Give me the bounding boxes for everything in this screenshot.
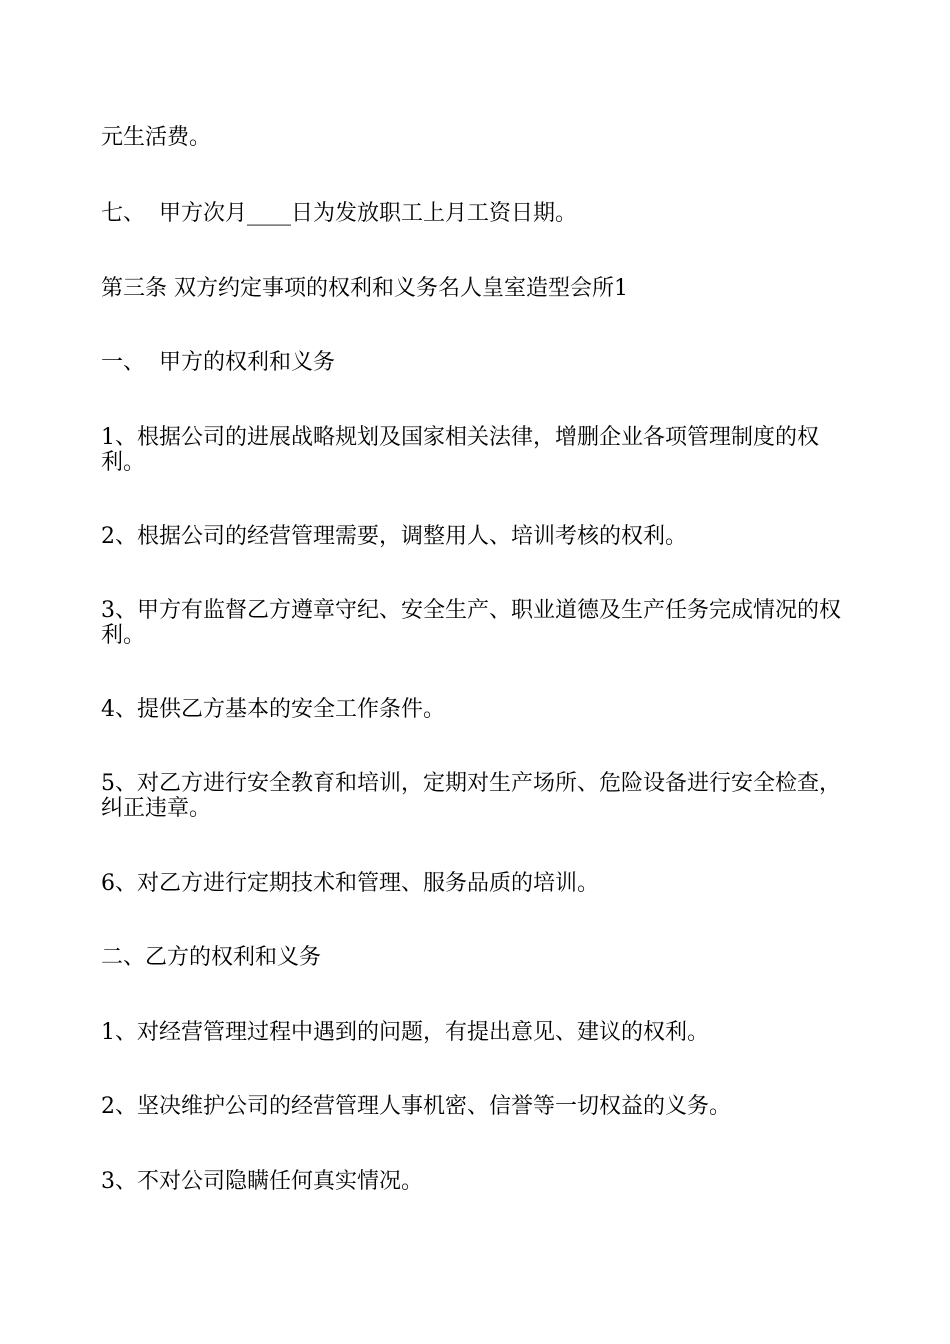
paragraph-b-2: 2、坚决维护公司的经营管理人事机密、信誉等一切权益的义务。 xyxy=(101,1094,731,1119)
paragraph-a-2: 2、根据公司的经营管理需要，调整用人、培训考核的权利。 xyxy=(101,524,687,549)
paragraph-a-4: 4、提供乙方基本的安全工作条件。 xyxy=(101,697,445,722)
subheading-party-b-rights: 二、乙方的权利和义务 xyxy=(101,945,322,970)
paragraph-item-7-payday: 七、 甲方次月____日为发放职工上月工资日期。 xyxy=(101,201,577,226)
paragraph-a-6: 6、对乙方进行定期技术和管理、服务品质的培训。 xyxy=(101,871,599,896)
paragraph-a-5: 5、对乙方进行安全教育和培训，定期对生产场所、危险设备进行安全检查，纠正违章。 xyxy=(101,771,841,821)
paragraph-a-3: 3、甲方有监督乙方遵章守纪、安全生产、职业道德及生产任务完成情况的权利。 xyxy=(101,598,841,648)
paragraph-b-1: 1、对经营管理过程中遇到的问题，有提出意见、建议的权利。 xyxy=(101,1020,709,1045)
paragraph-b-3: 3、不对公司隐瞒任何真实情况。 xyxy=(101,1169,423,1194)
subheading-party-a-rights: 一、 甲方的权利和义务 xyxy=(101,350,335,375)
section-heading-article-3: 第三条 双方约定事项的权利和义务名人皇室造型会所1 xyxy=(101,276,628,301)
paragraph-living-expense: 元生活费。 xyxy=(101,125,212,150)
paragraph-a-1: 1、根据公司的进展战略规划及国家相关法律，增删企业各项管理制度的权利。 xyxy=(101,425,819,475)
